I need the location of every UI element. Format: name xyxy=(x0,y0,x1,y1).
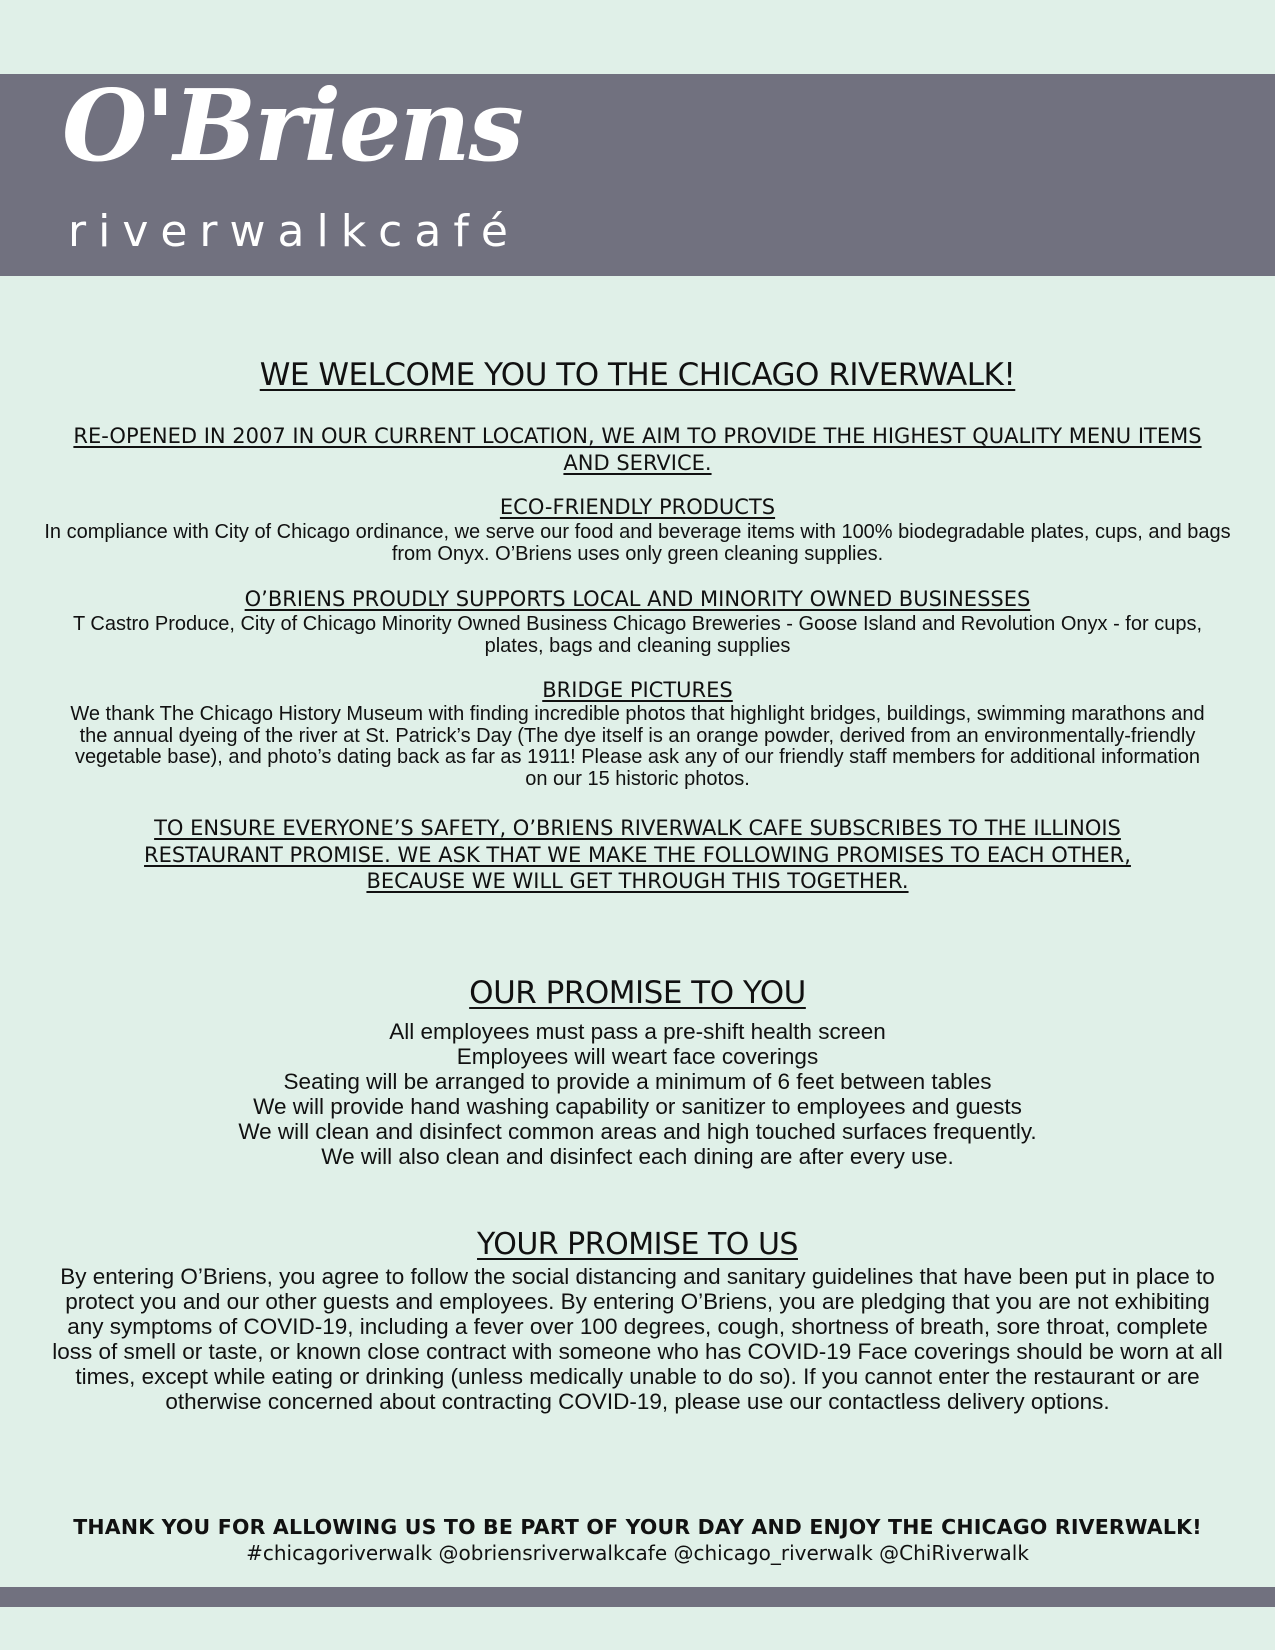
eco-heading: ECO-FRIENDLY PRODUCTS xyxy=(499,495,776,519)
your-promise-text: By entering O’Briens, you agree to follow the social distancing and sanitary guidelines that have been put in place to protect you and our other guests and employees. By entering O’Briens, you are pledging that you are not exhibiting any symptoms of COVID-19, including a fever over 100 degrees, cough, shortness of breath, sore throat, complete loss of smell or taste, or known close contract with someone who has COVID-19 Face coverings should be worn at all times, except while eating or drinking (unless medically unable to do so). If you cannot enter the restaurant or are otherwise concerned about contracting COVID-19, please use our contactless delivery options. xyxy=(52,1264,1223,1414)
welcome-tagline: RE-OPENED IN 2007 IN OUR CURRENT LOCATION, WE AIM TO PROVIDE THE HIGHEST QUALITY MENU ITEMS AND SERVICE. xyxy=(73,424,1202,475)
footer-section xyxy=(30,1515,1245,1565)
bridge-text: We thank The Chicago History Museum with finding incredible photos that highlight bridges, buildings, swimming marathons and the annual dyeing of the river at St. Patrick’s Day (The dye itself is an orange powder, derived from an environmentally-friendly vegetable base), and photo’s dating back as far as 1911! Please ask any of our friendly staff members for additional information on our 15 historic photos. xyxy=(70,703,1205,790)
our-promise-list xyxy=(40,1019,1235,1169)
local-section xyxy=(48,586,1227,657)
eco-text: In compliance with City of Chicago ordinance, we serve our food and beverage items with 100% biodegradable plates, cups, and bags from Onyx. O’Briens uses only green cleaning supplies. xyxy=(44,521,1231,565)
list-item: Employees will weart face coverings xyxy=(456,1044,819,1069)
bridge-section xyxy=(62,677,1213,790)
list-item: Seating will be arranged to provide a minimum of 6 feet between tables xyxy=(283,1069,992,1094)
safety-section xyxy=(100,815,1175,895)
thank-you-text: THANK YOU FOR ALLOWING US TO BE PART OF YOUR DAY AND ENJOY THE CHICAGO RIVERWALK! xyxy=(73,1515,1202,1539)
eco-section xyxy=(40,494,1235,565)
local-text: T Castro Produce, City of Chicago Minority Owned Business Chicago Breweries - Goose Island and Revolution Onyx - for cups, plates, bags and cleaning supplies xyxy=(72,613,1203,657)
hashtags-text: #chicagoriverwalk @obriensriverwalkcafe @chicago_riverwalk @ChiRiverwalk xyxy=(246,1541,1029,1565)
welcome-section xyxy=(40,357,1235,393)
list-item: All employees must pass a pre-shift health screen xyxy=(389,1019,886,1044)
logo-subtitle: riverwalkcafé xyxy=(68,206,520,257)
logo-script: O'Briens xyxy=(62,69,522,184)
tagline-section xyxy=(55,423,1220,477)
list-item: We will clean and disinfect common areas and high touched surfaces frequently. xyxy=(238,1119,1037,1144)
safety-text: TO ENSURE EVERYONE’S SAFETY, O’BRIENS RIVERWALK CAFE SUBSCRIBES TO THE ILLINOIS RESTAURANT PROMISE. WE ASK THAT WE MAKE THE FOLLOWING PROMISES TO EACH OTHER, BECAUSE WE WILL GET THROUGH THIS TOGETHER. xyxy=(144,816,1131,893)
bridge-heading: BRIDGE PICTURES xyxy=(542,678,733,702)
your-promise-section xyxy=(52,1227,1223,1414)
list-item: We will provide hand washing capability or sanitizer to employees and guests xyxy=(253,1094,1022,1119)
your-promise-title: YOUR PROMISE TO US xyxy=(477,1227,798,1262)
our-promise-title: OUR PROMISE TO YOU xyxy=(469,975,806,1011)
welcome-title: WE WELCOME YOU TO THE CHICAGO RIVERWALK! xyxy=(259,357,1016,393)
footer-band xyxy=(0,1587,1275,1607)
local-heading: O’BRIENS PROUDLY SUPPORTS LOCAL AND MINORITY OWNED BUSINESSES xyxy=(244,587,1031,611)
list-item: We will also clean and disinfect each dining are after every use. xyxy=(321,1144,954,1169)
our-promise-section xyxy=(40,975,1235,1169)
